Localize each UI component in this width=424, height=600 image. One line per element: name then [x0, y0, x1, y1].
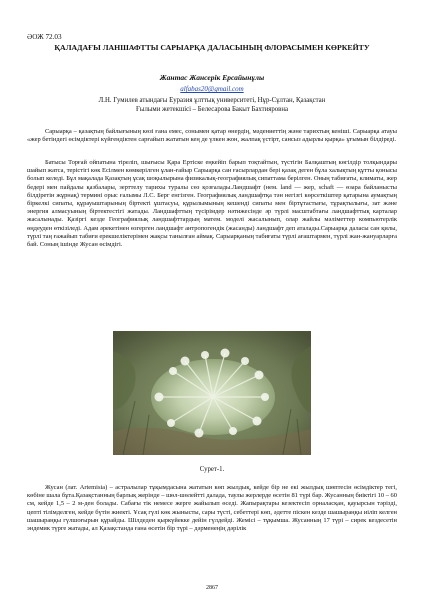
author-name: Жантас Жансерік Ерсайынұлы	[159, 73, 265, 82]
artemisia-plant-photo	[113, 331, 311, 455]
figure-caption: Сурет-1.	[199, 466, 225, 473]
affiliation-block	[30, 96, 394, 114]
paragraph-artemisia: Жусан (лат. Artemisia) – астралылар тұқымдасына жататын көп жылдық, кейде бір не екі жылдық шөптесін өсімдіктер тегі, көбіне шала бұта.Қазақстанның барлық жерінде – шөл-шөлейтті далада, таулы жерлерде өсетін 81 түрі бар. Жусанның биіктігі 10 – 60 см, кейде 1,5 – 2 м-ден болады. Сабағы тік немесе жерге жайылып өседі. Жапырақтары кезектесіп орналасқан, қауырсын тәрізді, цепті тілімделген, кейде бүтін жиекті. Ұсақ гүлі көк жынысты, сары түсті, себеттері көп, әдетте піскен кезде шашыраңқы иіліп келген шашыраңқы гүлшоғырын құрайды. Шілдеден қыркүйекке дейін гүлдейді. Жемісі – тұқымша. Жусанның 17 түрі – сирек кездесетін эндемик түрге жатады, ал Қазақстанда ғана өсетін бір түрі – дәрменеңің дәрілік	[27, 484, 397, 533]
paragraph-landscape: Батысы Торғай ойпатына тіреліп, шығысы Қара Ертіске еңкейіп барып тоқтайтын, түстігін Балқаштың көгілдір толқындары шайып жатса, терістігі көк Есілмен көмкерілген ұлан-ғайыр Сарыарқа сан ғасырлардан бері қазақ деген бұла халықтың құтты қонысы болып келеді. Бұл мақалада Қазақтың ұсақ шоқылырына физикалық-географиялық сипаттама берілген. Оның табиғаты, климаты, жер бедері мен пайдалы қазбалары, зерттелу тарихы туралы сөз қозғалады.Ландшафт (нем. land — жер, schaft — өзара байланысты білдіретін жұрнақ) термині орыс ғалымы Л.С. Берг енгізген. Географиялық ландшафтқа тән негізгі көрсеткіштер қатарына аумақтың біркелкі сипаты, құрауыштарының біртекті ұштасуы, құрылымының кешенді сипаты мен біртұтастығы, тұрақтылығы, зат және энергия алмасуының біртектестігі жатады. Ландшафттың түсірімдер нәтижесінде әр түрлі масштабтағы ландшафттық карталар жасалынады. Қазіргі кезде Географиялық ландшафттардың матем. моделі жасалынып, олар жайлы мәліметтер компьютерлік өңдеуден өткізіледі. Адам әрекетінен өзгерген ландшафт антропогендік (жасанды) ландшафт деп аталады.Сарыарқа даласы сан қилы, түрлі таң ғажайып табиғи ерекшеліктерімен жақсы танылған аймақ. Сарыарқаның табиғаты түрлі ағаштармен, түрлі жан-жануарларға бай. Соның ішінде Жусан өсімдігі.	[27, 159, 398, 249]
page-number: 2867	[206, 585, 218, 591]
paragraph-intro: Сарыарқа – қазақтың байлығының көзі ғана емес, сонымен қатар өнердің, мәдениеттің және тарихтың кеніші. Сарыарқа атауы «жер бетіндегі өсімдіктері күйгендіктен сарғайып жататын кең де үлкен жон, жалпақ үстірт, сансыз адырлы қырқа» ұғымын білдіреді.	[27, 128, 397, 144]
affiliation-line: Л.Н. Гумилев атындағы Еуразия ұлттық университеті, Нұр-Сұлтан, Қазақстан	[98, 97, 326, 104]
udc-code: ӘОЖ 72.03	[27, 33, 62, 41]
author-email-link[interactable]: alfabas20@gmail.com	[180, 85, 244, 93]
supervisor-line: Ғылыми жетекшісі – Белесарова Бакыт Бахтияровна	[135, 106, 289, 113]
paper-title: ҚАЛАДАҒЫ ЛАНШАФТТЫ САРЫАРҚА ДАЛАСЫНЫҢ ФЛОРАСЫМЕН КӨРКЕЙТУ	[54, 43, 370, 52]
